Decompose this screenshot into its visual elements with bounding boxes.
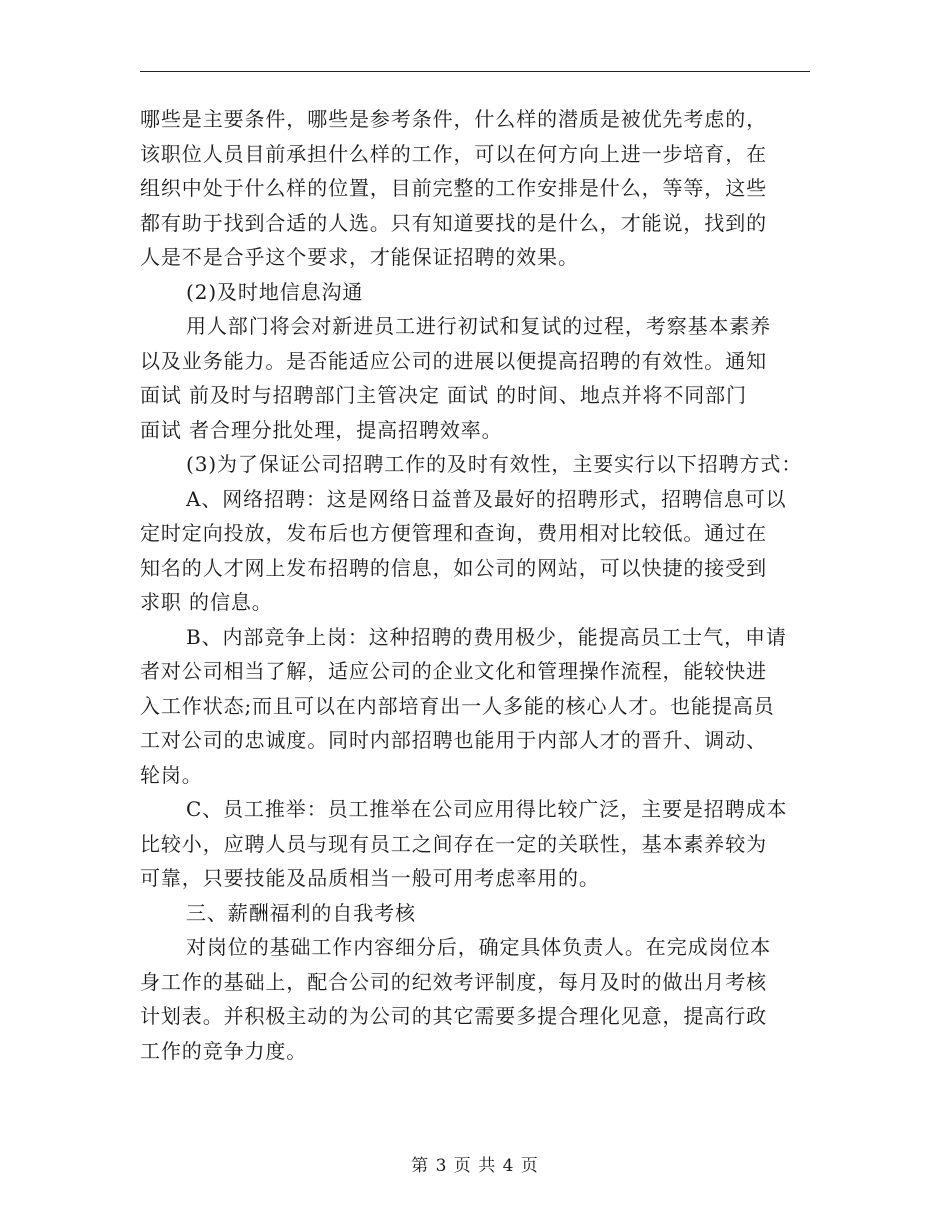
text-line: 工对公司的忠诚度。同时内部招聘也能用于内部人才的晋升、调动、 xyxy=(140,728,767,752)
text-line: 轮岗。 xyxy=(140,762,203,787)
document-body xyxy=(140,102,820,1068)
text-line: B、内部竞争上岗：这种招聘的费用极少，能提高员工士气，申请 xyxy=(186,624,787,649)
text-line: 身工作的基础上，配合公司的纪效考评制度，每月及时的做出月考核 xyxy=(140,969,767,994)
text-line: 者对公司相当了解，适应公司的企业文化和管理操作流程，能较快进 xyxy=(140,659,767,683)
text-line: 定时定向投放，发布后也方便管理和查询，费用相对比较低。通过在 xyxy=(140,521,767,545)
text-line: 计划表。并积极主动的为公司的其它需要多提合理化见意，提高行政 xyxy=(140,1004,767,1028)
text-line: 入工作状态;而且可以在内部培育出一人多能的核心人才。也能提高员 xyxy=(140,693,775,718)
text-line: 都有助于找到合适的人选。只有知道要找的是什么，才能说，找到的 xyxy=(140,210,767,235)
text-line: 比较小，应聘人员与现有员工之间存在一定的关联性，基本素养较为 xyxy=(140,831,767,856)
text-line: 面试 者合理分批处理，提高招聘效率。 xyxy=(140,417,503,442)
text-line: 知名的人才网上发布招聘的信息，如公司的网站，可以快捷的接受到 xyxy=(140,555,767,580)
text-line: 哪些是主要条件，哪些是参考条件，什么样的潜质是被优先考虑的， xyxy=(140,107,767,131)
text-line: 以及业务能力。是否能适应公司的进展以便提高招聘的有效性。通知 xyxy=(140,348,767,373)
text-line: A、网络招聘：这是网络日益普及最好的招聘形式，招聘信息可以 xyxy=(186,486,787,511)
section-heading-3: (3)为了保证公司招聘工作的及时有效性，主要实行以下招聘方式： xyxy=(186,452,803,476)
text-line: 面试 前及时与招聘部门主管决定 面试 的时间、地点并将不同部门 xyxy=(140,383,747,407)
section-heading-salary: 三、薪酬福利的自我考核 xyxy=(186,900,416,925)
text-line: 可靠，只要技能及品质相当一般可用考虑率用的。 xyxy=(140,866,600,890)
section-heading-2: (2)及时地信息沟通 xyxy=(186,279,364,304)
text-line: 人是不是合乎这个要求，才能保证招聘的效果。 xyxy=(140,245,579,269)
text-line: 组织中处于什么样的位置，目前完整的工作安排是什么，等等，这些 xyxy=(140,176,767,200)
text-line: 工作的竞争力度。 xyxy=(140,1038,308,1063)
text-line: C、员工推举：员工推举在公司应用得比较广泛，主要是招聘成本 xyxy=(186,797,788,821)
text-line: 用人部门将会对新进员工进行初试和复试的过程，考察基本素养 xyxy=(186,314,772,338)
header-rule xyxy=(140,71,810,72)
text-line: 该职位人员目前承担什么样的工作，可以在何方向上进一步培育，在 xyxy=(140,141,767,166)
text-line: 对岗位的基础工作内容细分后，确定具体负责人。在完成岗位本 xyxy=(186,935,772,959)
page-number-footer: 第 3 页 共 4 页 xyxy=(411,1156,539,1176)
text-line: 求职 的信息。 xyxy=(140,590,273,614)
